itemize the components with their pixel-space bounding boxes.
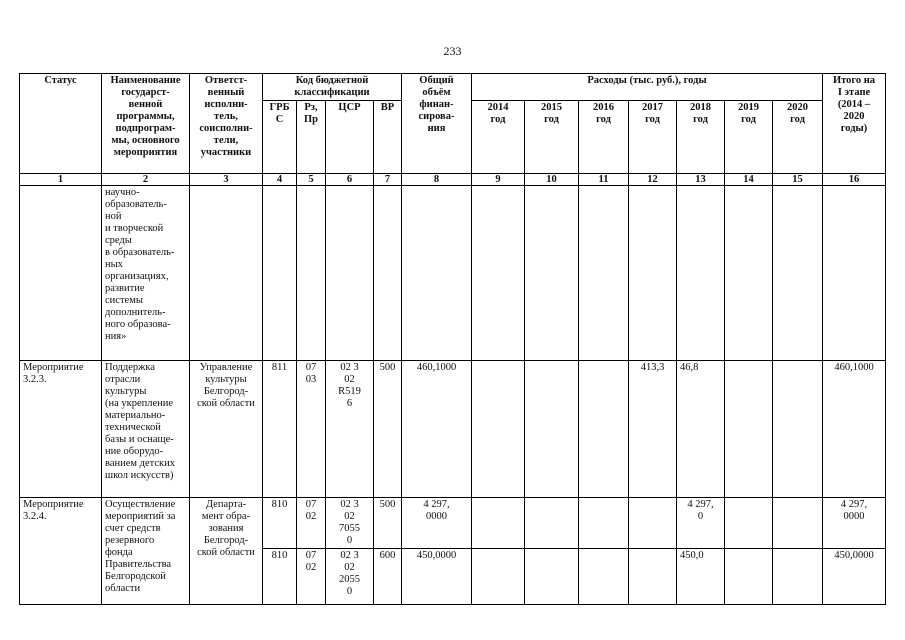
cell-2015 xyxy=(525,361,579,498)
header-grbs: ГРБ С xyxy=(263,101,297,174)
cell-rz-pr xyxy=(297,186,326,361)
cell-vr: 500 xyxy=(374,498,402,549)
table-row-continuation xyxy=(20,186,886,361)
cell-2014 xyxy=(472,498,525,549)
column-number: 9 xyxy=(472,174,525,186)
header-csr: ЦСР xyxy=(326,101,374,174)
cell-2017 xyxy=(629,549,677,605)
column-number: 12 xyxy=(629,174,677,186)
cell-total: 4 297, 0000 xyxy=(402,498,472,549)
cell-2020 xyxy=(773,549,823,605)
cell-stage-total: 4 297, 0000 xyxy=(823,498,886,549)
cell-2015 xyxy=(525,186,579,361)
cell-2019 xyxy=(725,498,773,549)
cell-2014 xyxy=(472,549,525,605)
header-rz-pr: Рз, Пр xyxy=(297,101,326,174)
cell-csr: 02 3 02 2055 0 xyxy=(326,549,374,605)
cell-total: 450,0000 xyxy=(402,549,472,605)
column-number: 4 xyxy=(263,174,297,186)
cell-vr: 500 xyxy=(374,361,402,498)
cell-2020 xyxy=(773,498,823,549)
cell-2020 xyxy=(773,186,823,361)
cell-status: Мероприятие 3.2.3. xyxy=(20,361,102,498)
column-number: 13 xyxy=(677,174,725,186)
column-number: 5 xyxy=(297,174,326,186)
cell-program-name: Поддержка отрасли культуры (на укрепление материально- технической базы и оснаще- ние оборудо- ванием детских школ искусств) xyxy=(102,361,190,498)
cell-responsible: Управление культуры Белгород- ской области xyxy=(190,361,263,498)
cell-2016 xyxy=(579,549,629,605)
column-number: 10 xyxy=(525,174,579,186)
cell-csr: 02 3 02 R519 6 xyxy=(326,361,374,498)
cell-total: 460,1000 xyxy=(402,361,472,498)
cell-grbs: 811 xyxy=(263,361,297,498)
cell-2017 xyxy=(629,186,677,361)
header-status: Статус xyxy=(20,74,102,174)
column-number: 1 xyxy=(20,174,102,186)
cell-responsible: Департа- мент обра- зования Белгород- ской области xyxy=(190,498,263,605)
column-number: 16 xyxy=(823,174,886,186)
cell-stage-total xyxy=(823,186,886,361)
header-responsible: Ответст- венный исполни- тель, соисполни- тели, участники xyxy=(190,74,263,174)
cell-grbs: 810 xyxy=(263,549,297,605)
cell-2018: 4 297, 0 xyxy=(677,498,725,549)
cell-status: Мероприятие 3.2.4. xyxy=(20,498,102,605)
cell-2019 xyxy=(725,549,773,605)
cell-rz-pr: 07 03 xyxy=(297,361,326,498)
column-number: 11 xyxy=(579,174,629,186)
column-number: 15 xyxy=(773,174,823,186)
cell-2015 xyxy=(525,549,579,605)
cell-stage-total: 460,1000 xyxy=(823,361,886,498)
column-number-row xyxy=(20,174,886,186)
cell-status xyxy=(20,186,102,361)
header-year-2020: 2020 год xyxy=(773,101,823,174)
column-number: 14 xyxy=(725,174,773,186)
cell-2014 xyxy=(472,186,525,361)
table-row-activity-3-2-3 xyxy=(20,361,886,498)
header-year-2017: 2017 год xyxy=(629,101,677,174)
cell-rz-pr: 07 02 xyxy=(297,498,326,549)
cell-2016 xyxy=(579,186,629,361)
header-year-2016: 2016 год xyxy=(579,101,629,174)
cell-vr xyxy=(374,186,402,361)
cell-rz-pr: 07 02 xyxy=(297,549,326,605)
column-number: 7 xyxy=(374,174,402,186)
column-number: 2 xyxy=(102,174,190,186)
cell-2016 xyxy=(579,498,629,549)
header-row-1 xyxy=(20,74,886,101)
cell-2016 xyxy=(579,361,629,498)
cell-csr xyxy=(326,186,374,361)
header-budget-code: Код бюджетной классификации xyxy=(263,74,402,101)
header-year-2018: 2018 год xyxy=(677,101,725,174)
budget-table xyxy=(19,73,886,605)
cell-stage-total: 450,0000 xyxy=(823,549,886,605)
cell-2018: 46,8 xyxy=(677,361,725,498)
table-row-activity-3-2-4-a xyxy=(20,498,886,549)
cell-2018: 450,0 xyxy=(677,549,725,605)
cell-grbs: 810 xyxy=(263,498,297,549)
header-vr: ВР xyxy=(374,101,402,174)
header-stage-total: Итого на I этапе (2014 – 2020 годы) xyxy=(823,74,886,174)
cell-program-name: научно- образователь- ной и творческой среды в образователь- ных организациях, развитие системы дополнитель- ного образова- ния» xyxy=(102,186,190,361)
column-number: 6 xyxy=(326,174,374,186)
cell-vr: 600 xyxy=(374,549,402,605)
cell-2017 xyxy=(629,498,677,549)
cell-2014 xyxy=(472,361,525,498)
cell-grbs xyxy=(263,186,297,361)
header-year-2014: 2014 год xyxy=(472,101,525,174)
cell-csr: 02 3 02 7055 0 xyxy=(326,498,374,549)
header-expenses: Расходы (тыс. руб.), годы xyxy=(472,74,823,101)
cell-2020 xyxy=(773,361,823,498)
header-year-2015: 2015 год xyxy=(525,101,579,174)
header-total-volume: Общий объём финан- сирова- ния xyxy=(402,74,472,174)
header-year-2019: 2019 год xyxy=(725,101,773,174)
page-number: 233 xyxy=(443,44,462,58)
column-number: 8 xyxy=(402,174,472,186)
cell-2017: 413,3 xyxy=(629,361,677,498)
cell-responsible xyxy=(190,186,263,361)
header-program-name: Наименование государст- венной программы, подпрограм- мы, основного мероприятия xyxy=(102,74,190,174)
cell-total xyxy=(402,186,472,361)
cell-2019 xyxy=(725,361,773,498)
cell-program-name: Осуществление мероприятий за счет средств резервного фонда Правительства Белгородской области xyxy=(102,498,190,605)
cell-2019 xyxy=(725,186,773,361)
cell-2015 xyxy=(525,498,579,549)
cell-2018 xyxy=(677,186,725,361)
column-number: 3 xyxy=(190,174,263,186)
